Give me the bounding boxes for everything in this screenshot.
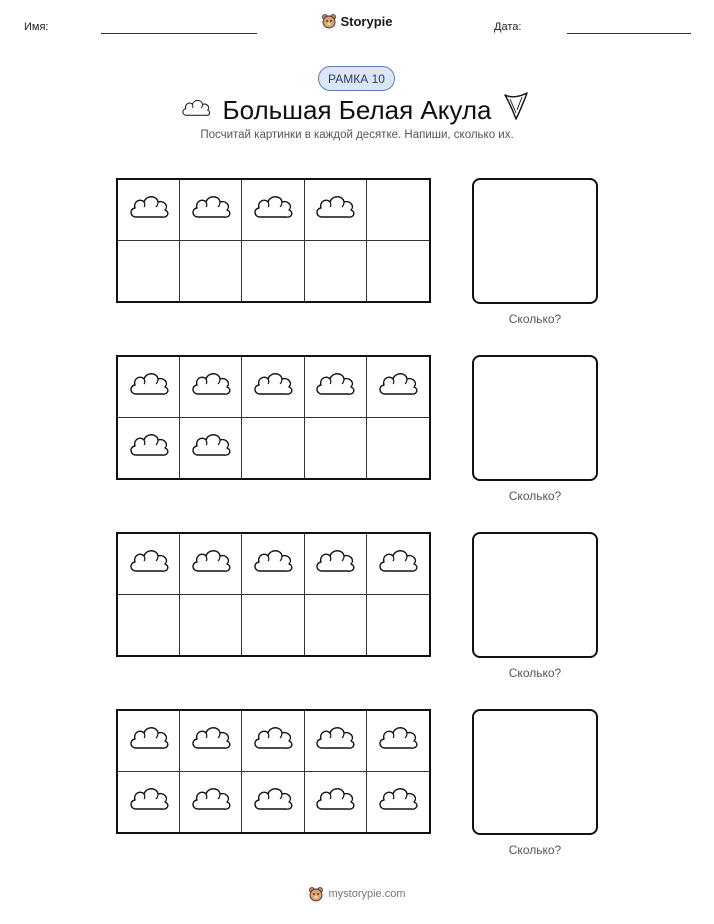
- cloud-icon: [189, 430, 233, 465]
- frame-cell: [367, 241, 429, 302]
- footer-url: mystorypie.com: [328, 888, 406, 900]
- cloud-icon: [251, 784, 295, 819]
- cloud-icon: [127, 369, 171, 404]
- frame-cell: [118, 595, 180, 656]
- frame-cell: [180, 711, 242, 772]
- shark-tooth-icon: [503, 91, 529, 121]
- frame-cell: [305, 772, 367, 833]
- cloud-icon: [127, 546, 171, 581]
- frame-cell: [242, 180, 304, 241]
- cloud-icon: [376, 369, 420, 404]
- frame-cell: [367, 180, 429, 241]
- ten-frame: [116, 709, 431, 834]
- instructions: Посчитай картинки в каждой десятке. Напиши, сколько их.: [200, 129, 514, 141]
- frame-cell: [305, 241, 367, 302]
- frame-cell: [367, 772, 429, 833]
- cloud-icon: [313, 784, 357, 819]
- frame-cell: [367, 595, 429, 656]
- frame-cell: [180, 534, 242, 595]
- frame-badge: РАМКА 10: [318, 66, 395, 91]
- bear-mascot-icon: [321, 13, 337, 29]
- frame-cell: [118, 418, 180, 479]
- cloud-icon: [127, 723, 171, 758]
- date-field[interactable]: [567, 33, 691, 34]
- answer-label: Сколько?: [508, 843, 562, 857]
- frame-cell: [367, 534, 429, 595]
- frame-cell: [118, 180, 180, 241]
- cloud-icon: [313, 369, 357, 404]
- cloud-icon: [313, 546, 357, 581]
- answer-box[interactable]: [472, 178, 598, 304]
- answer-label: Сколько?: [508, 666, 562, 680]
- cloud-icon: [127, 192, 171, 227]
- frame-cell: [242, 357, 304, 418]
- cloud-icon: [189, 369, 233, 404]
- cloud-icon: [251, 369, 295, 404]
- cloud-icon: [189, 784, 233, 819]
- cloud-icon: [127, 430, 171, 465]
- frame-cell: [118, 241, 180, 302]
- frame-cell: [118, 772, 180, 833]
- frame-cell: [180, 241, 242, 302]
- frame-cell: [305, 180, 367, 241]
- cloud-icon: [376, 784, 420, 819]
- frame-cell: [305, 357, 367, 418]
- ten-frame: [116, 532, 431, 657]
- page-title: Большая Белая Акула: [222, 95, 492, 125]
- date-label: Дата:: [494, 21, 522, 33]
- frame-cell: [367, 711, 429, 772]
- frame-cell: [367, 418, 429, 479]
- frame-cell: [180, 180, 242, 241]
- answer-box[interactable]: [472, 355, 598, 481]
- ten-frame: [116, 178, 431, 303]
- bear-mascot-icon: [308, 886, 324, 902]
- frame-cell: [180, 595, 242, 656]
- cloud-icon: [189, 723, 233, 758]
- cloud-icon: [189, 192, 233, 227]
- frame-cell: [242, 241, 304, 302]
- frame-cell: [118, 357, 180, 418]
- frame-cell: [305, 595, 367, 656]
- answer-label: Сколько?: [508, 489, 562, 503]
- cloud-icon: [376, 546, 420, 581]
- cloud-icon: [313, 723, 357, 758]
- cloud-icon: [251, 546, 295, 581]
- cloud-icon: [376, 723, 420, 758]
- ten-frame: [116, 355, 431, 480]
- answer-box[interactable]: [472, 532, 598, 658]
- frame-cell: [242, 595, 304, 656]
- cloud-icon: [313, 192, 357, 227]
- frame-cell: [242, 772, 304, 833]
- frame-cell: [367, 357, 429, 418]
- frame-cell: [305, 534, 367, 595]
- brand-name: Storypie: [340, 13, 393, 29]
- frame-cell: [242, 534, 304, 595]
- cloud-icon: [251, 192, 295, 227]
- cloud-icon: [127, 784, 171, 819]
- answer-box[interactable]: [472, 709, 598, 835]
- frame-cell: [118, 534, 180, 595]
- frame-cell: [118, 711, 180, 772]
- cloud-icon: [189, 546, 233, 581]
- footer: [0, 886, 714, 907]
- frame-cell: [305, 711, 367, 772]
- brand-logo: [0, 13, 714, 34]
- frame-cell: [180, 418, 242, 479]
- frame-cell: [180, 772, 242, 833]
- frame-cell: [242, 418, 304, 479]
- frame-cell: [180, 357, 242, 418]
- frame-cell: [305, 418, 367, 479]
- answer-label: Сколько?: [508, 312, 562, 326]
- name-label: Имя:: [24, 21, 49, 33]
- frame-cell: [242, 711, 304, 772]
- cloud-icon: [251, 723, 295, 758]
